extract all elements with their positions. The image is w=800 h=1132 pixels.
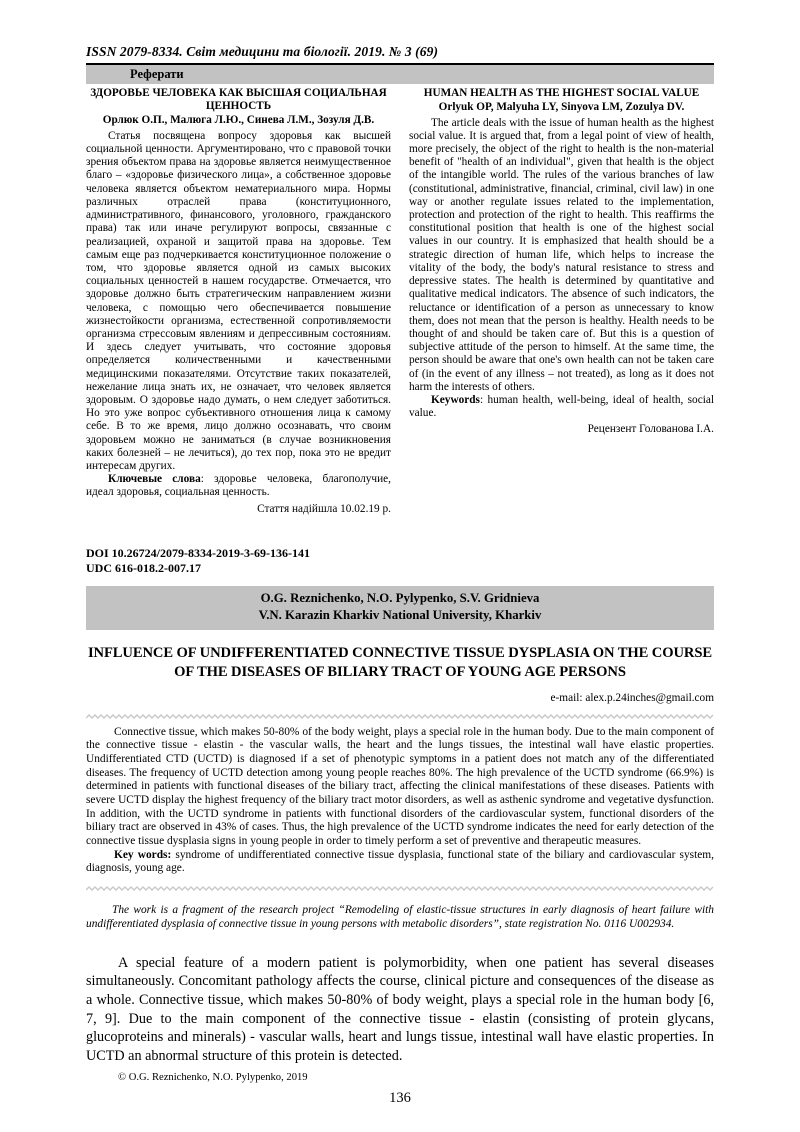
wavy-separator-top <box>86 713 714 720</box>
abstract-ru-title: ЗДОРОВЬЕ ЧЕЛОВЕКА КАК ВЫСШАЯ СОЦИАЛЬНАЯ ЦЕННОСТЬ <box>90 87 387 113</box>
identifier-block <box>86 546 714 577</box>
abstract-ru-keywords-label: Ключевые слова <box>108 473 201 486</box>
running-head: ISSN 2079-8334. Світ медицини та біології. 2019. № 3 (69) <box>86 44 439 59</box>
abstract-ru-received: Стаття надійшла 10.02.19 р. <box>257 502 391 515</box>
abstract-en-keywords <box>409 394 714 420</box>
article-body <box>86 954 714 1066</box>
article-keywords-value: syndrome of undifferentiated connective tissue dysplasia, functional state of the biliary and cardiovascular system, diagnosis, young age. <box>86 848 714 875</box>
article-body-paragraph: A special feature of a modern patient is polymorbidity, when one patient has several diseases simultaneously. Concomitant pathology affects the course, clinical picture and consequences of the disease as a whole. Connective tissue, which makes 50-80% of body weight, plays a special role in the human body [6, 7, 9]. Due to the main component of the connective tissue - elastin (consisting of protein glycans, glucoproteins and minerals) - vascular walls, heart and lungs tissue, intestinal wall have elastic properties. In UCTD an abnormal structure of this protein is detected. <box>86 954 714 1064</box>
udc-line: UDC 616-018.2-007.17 <box>86 560 201 575</box>
abstract-en-body <box>409 117 714 421</box>
abstract-en-keywords-label: Keywords <box>431 393 480 406</box>
article-email: e-mail: alex.p.24inches@gmail.com <box>550 691 714 704</box>
wavy-separator-bottom <box>86 885 714 892</box>
article-keywords <box>86 849 714 876</box>
article-affiliation: V.N. Karazin Kharkiv National University, Kharkiv <box>258 608 542 623</box>
abstract-ru-body <box>86 130 391 500</box>
abstract-column-en <box>409 87 714 515</box>
section-band-label: Реферати <box>130 67 184 81</box>
article-abstract <box>86 726 714 849</box>
abstract-en-keywords-value: : human health, well-being, ideal of health, social value. <box>409 393 714 420</box>
abstract-ru-authors: Орлюк О.П., Малюга Л.Ю., Синева Л.М., Зозуля Д.В. <box>102 114 375 127</box>
article-authors: O.G. Reznichenko, N.O. Pylypenko, S.V. Gridnieva <box>260 591 540 606</box>
doi-line: DOI 10.26724/2079-8334-2019-3-69-136-141 <box>86 545 310 560</box>
abstract-en-paragraph: The article deals with the issue of human health as the highest social value. It is argued that, from a legal point of view of health, more precisely, the object of the right to health is the non-material benefit of "health of an individual", given that health is the object of the intangible world. The rules of the various branches of law (constitutional, administrative, financial, criminal, civil law) in one way or another regulate issues related to the implementation, protection and protection of the right to health. This reaffirms the constitutional position that health is one of the highest social values in our country. It is emphasized that health should be a strategic direction of human life, which helps to increase the vitality of the body, the body's natural resistance to stress and depressive states. The health is determined by quantitative and qualitative medical indicators. The absence of such indicators, the reluctance or identification of a person as unnecessary to know them, does not mean that the person is healthy. Health needs to be thought of and should be taken care of. But this is a question of subjective attitude of the person to himself. At the same time, the person should be aware that one's own health can not be taken care of (in the event of any illness – not treated), as long as it does not harm the interests of others. <box>409 116 714 393</box>
abstract-en-authors: Orlyuk OP, Malyuha LY, Sinyova LM, Zozulya DV. <box>438 101 685 114</box>
article-keywords-label: Key words: <box>114 848 172 861</box>
article-title: INFLUENCE OF UNDIFFERENTIATED CONNECTIVE TISSUE DYSPLASIA ON THE COURSE OF THE DISEASES OF BILIARY TRACT OF YOUNG AGE PERSONS <box>87 644 713 680</box>
page-content <box>86 44 714 1065</box>
wave-icon <box>86 713 714 720</box>
abstract-column-ru <box>86 87 391 515</box>
funding-note: The work is a fragment of the research project “Remodeling of elastic-tissue structures in early diagnosis of heart failure with undifferentiated dysplasia of connective tissue in young persons with metabolic disorders”, state registration No. 0116 U002934. <box>86 904 714 930</box>
abstract-ru-keywords <box>86 473 391 499</box>
section-band-referati <box>86 65 714 84</box>
wave-icon <box>86 885 714 892</box>
article-authors-band <box>86 586 714 629</box>
abstract-en-title: HUMAN HEALTH AS THE HIGHEST SOCIAL VALUE <box>423 87 700 99</box>
article-abstract-paragraph: Connective tissue, which makes 50-80% of the body weight, plays a special role in the human body. Due to the main component of the connective tissue - elastin - the vascular walls, the heart and the lungs tissues, the intestinal wall have elastic properties. Undifferentiated CTD (UCTD) is diagnosed if a set of phenotypic symptoms in a patient does not match any of the differentiated diseases. The frequency of UCTD detection among young people reaches 80%. The high prevalence of the UCTD syndrome (66.9%) is determined in patients with functional diseases of the biliary tract, affecting the clinical manifestations of these diseases. Patients with severe UCTD display the highest frequency of the biliary tract motor disorders, as well as asthenic syndrome and vegetative dysfunction. In addition, with the UCTD syndrome in patients with functional disorders of the cardiovascular system, functional disorders of the biliary tract are observed in 43% of cases. Thus, the high prevalence of the UCTD syndrome indicates the need for early detection of the connective tissue dysplasia signs in young people in order to timely perform a set of preventive and therapeutic measures. <box>86 725 714 847</box>
abstract-en-reviewer: Рецензент Голованова І.А. <box>587 423 714 436</box>
copyright-line: © O.G. Reznichenko, N.O. Pylypenko, 2019 <box>118 1072 308 1083</box>
abstract-ru-keywords-value: : здоровье человека, благополучие, идеал здоровья, социальная ценность. <box>86 473 391 499</box>
abstract-ru-paragraph: Статья посвящена вопросу здоровья как высшей социальной ценности. Аргументировано, что с правовой точки зрения объектом права на здоровье является неимущественное благо – «здоровье физического лица», а собственное здоровье человека является объектом нематериального мира. Нормы различных отраслей права (конституционного, административного, финансового, уголовного, гражданского права) так или иначе регулируют вопросы, связанные с реализацией, охраной и защитой права на здоровье. Тем самым еще раз подчеркивается конституционное положение о том, что здоровье является одной из самых высоких социальных ценностей в нашем государстве. Отмечается, что здоровье должно быть стратегическим направлением жизни человека, с помощью чего обеспечивается повышение жизнестойкости организма, естественной сопротивляемости организма стрессовым явлениям и депрессивным состояниям. И здесь следует учитывать, что состояние здоровья определяется количественными и качественными медицинскими показателями. Отсутствие таких показателей, нежелание лица знать их, не означает, что человек является здоровым. О здоровье надо думать, о нем следует заботиться. Но это уже вопрос субъективного отношения лица к самому себе. В то же время, лицо должно осознавать, что своим здоровьем можно не заниматься (в случае возникновения каких болезней – не лечиться), до тех пор, пока это не вредит интересам других. <box>86 129 391 472</box>
abstract-columns <box>86 87 714 515</box>
page-number: 136 <box>389 1090 411 1106</box>
